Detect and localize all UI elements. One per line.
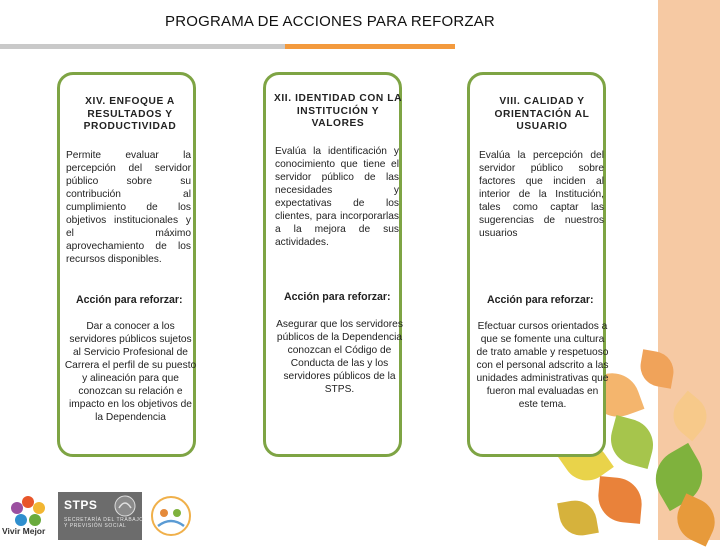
card-action-label: Acción para reforzar: bbox=[76, 294, 183, 306]
stps-logo-text: STPS bbox=[64, 498, 98, 512]
card-action-label: Acción para reforzar: bbox=[284, 291, 391, 303]
title-underline-orange bbox=[285, 44, 455, 49]
stps-logo-subtitle: SECRETARÍA DEL TRABAJO Y PREVISIÓN SOCIAL bbox=[64, 517, 144, 529]
card-description: Permite evaluar la percepción del servidor público sobre su contribución al cumplimiento de los objetivos institucionales y el máximo aprovechamiento de los recursos disponibles. bbox=[66, 150, 191, 265]
card-description: Evalúa la percepción del servidor público sobre factores que inciden al interior de la Institución, tales como captar las sugerencias de nuestros usuarios bbox=[479, 150, 604, 239]
card-action-text: Asegurar que los servidores públicos de la Dependencia conozcan el Código de Conducta de las y los servidores públicos de la STPS. bbox=[276, 319, 403, 395]
decorative-leaf bbox=[557, 497, 599, 539]
decorative-leaf bbox=[596, 476, 644, 524]
card-action-text: Efectuar cursos orientados a que se fomente una cultura de trato amable y respetuoso con el personal adscrito a las unidades administrativas que fueron mal evaluadas en este tema. bbox=[476, 321, 609, 410]
page-title: PROGRAMA DE ACCIONES PARA REFORZAR bbox=[165, 13, 495, 30]
title-underline-gray bbox=[0, 44, 285, 49]
equity-seal-icon bbox=[146, 494, 196, 538]
vivir-mejor-flower-icon bbox=[8, 494, 48, 526]
vivir-mejor-label: Vivir Mejor bbox=[2, 526, 46, 536]
card-action-text: Dar a conocer a los servidores públicos sujetos al Servicio Profesional de Carrera el perfil de su puesto y alineación para que conozcan su relación e impacto en los objetivos de la Dependencia bbox=[64, 321, 197, 423]
card-description: Evalúa la identificación y conocimiento que tiene el servidor público de las necesidades y expectativas de los clientes, para incorporarlas a la mejora de sus actividades. bbox=[275, 146, 399, 248]
card-heading: VIII. CALIDAD Y ORIENTACIÓN AL USUARIO bbox=[494, 96, 590, 132]
card-heading: XII. IDENTIDAD CON LA INSTITUCIÓN Y VALORES bbox=[273, 93, 403, 129]
mexico-seal-icon bbox=[112, 494, 138, 518]
decorative-leaf bbox=[605, 415, 659, 469]
card-heading: XIV. ENFOQUE A RESULTADOS Y PRODUCTIVIDAD bbox=[83, 96, 177, 132]
card-action-label: Acción para reforzar: bbox=[487, 294, 594, 306]
